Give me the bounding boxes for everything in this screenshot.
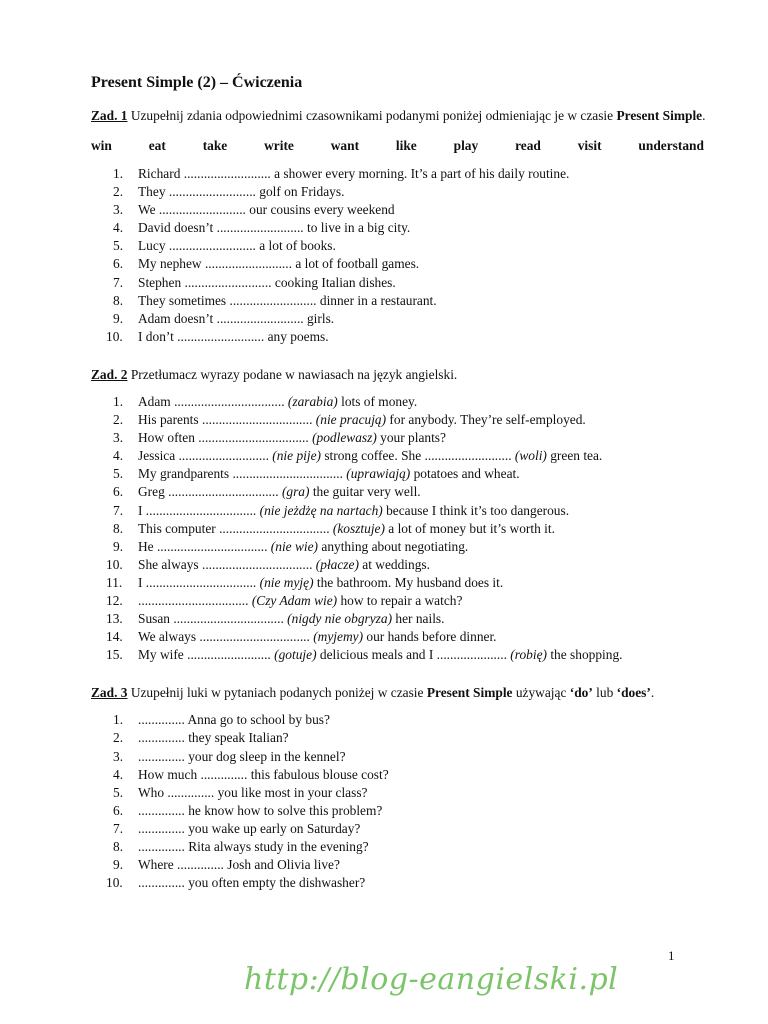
item-number: 3. [113,202,124,218]
item-text: .............. Rita always study in the evening? [138,839,369,854]
item-number: 1. [113,393,124,409]
polish-hint: (gra) [281,484,310,500]
item-number: 8. [113,520,124,536]
item-text: the shopping. [546,647,623,663]
list-item [91,838,711,856]
item-text: Stephen .......................... cooking Italian dishes. [138,274,396,290]
item-text: your plants? [376,430,446,446]
item-number: 10. [106,556,123,572]
polish-hint: (zarabia) [287,393,338,409]
list-item [91,201,711,219]
item-text: Greg ................................. [138,484,282,500]
item-text: .............. Anna go to school by bus? [138,712,330,728]
item-text: I ................................. [138,502,260,518]
item-number: 9. [113,538,124,554]
item-number: 4. [113,766,124,782]
list-item [91,628,711,646]
exercise-3-end: . [650,685,655,701]
item-text: our hands before dinner. [363,629,497,645]
exercise-2-label: Zad. 2 [91,366,128,382]
item-number: 8. [113,292,124,308]
list-item [91,520,711,538]
polish-hint: (woli) [514,448,547,464]
item-text: green tea. [546,448,603,464]
item-text: She always ................................. [138,556,316,572]
footer-url: http://blog-eangielski.pl [244,962,619,997]
item-text: How much .............. this fabulous blouse cost? [138,766,389,782]
item-number: 7. [113,820,124,836]
exercise-3-does: ‘does’ [616,685,651,701]
item-number: 5. [113,238,124,254]
item-text: We always ................................. [138,629,314,645]
item-number: 1. [113,712,124,728]
item-number: 8. [113,839,124,854]
item-number: 4. [113,448,124,464]
item-text: They .......................... golf on Fridays. [138,184,345,200]
item-number: 9. [113,310,124,326]
item-number: 3. [113,430,124,446]
item-number: 6. [113,802,124,818]
verb: understand [638,138,704,153]
polish-hint: (nie pije) [272,448,321,464]
polish-hint: (nie myję) [259,574,314,590]
list-item [91,556,711,574]
list-item [91,502,711,520]
item-text: lots of money. [337,393,418,409]
verb: eat [148,138,166,153]
polish-hint: (podlewasz) [312,430,377,446]
item-text: We .......................... our cousins every weekend [138,202,395,218]
list-item [91,465,711,483]
list-item [91,447,711,465]
item-text: They sometimes .......................... dinner in a restaurant. [138,292,437,308]
verb: read [515,138,541,153]
item-number: 10. [106,328,123,344]
exercise-2-list [91,393,711,664]
list-item [91,237,711,255]
item-number: 1. [113,166,124,181]
item-number: 7. [113,502,124,518]
list-item [91,766,711,784]
item-text: My grandparents ................................. [138,466,347,482]
exercise-1-list [91,165,711,346]
list-item [91,820,711,838]
item-text: potatoes and wheat. [410,466,520,482]
item-number: 2. [113,730,124,746]
list-item [91,748,711,766]
list-item [91,429,711,447]
item-number: 15. [106,647,123,663]
item-text: Where .............. Josh and Olivia live? [138,857,340,873]
list-item [91,856,711,874]
item-text: Adam ................................. [138,393,288,409]
polish-hint: (nie jeżdżę na nartach) [259,502,383,518]
verb: write [264,138,294,153]
polish-hint: (gotuje) [274,647,317,663]
list-item [91,255,711,273]
polish-hint: (kosztuje) [332,520,385,536]
verb: want [330,138,360,153]
list-item [91,292,711,310]
list-item [91,219,711,237]
list-item [91,784,711,802]
exercise-2-text: Przetłumacz wyrazy podane w nawiasach na język angielski. [127,366,458,382]
verb-bank [91,137,704,155]
item-text: a lot of money but it’s worth it. [384,520,555,536]
polish-hint: (Czy Adam wie) [251,592,338,608]
list-item [91,183,711,201]
item-text: how to repair a watch? [337,592,463,608]
verb: win [91,138,112,153]
list-item [91,165,711,183]
verb: like [395,138,417,153]
item-text: at weddings. [358,556,430,572]
item-number: 11. [106,574,123,590]
item-text: for anybody. They’re self-employed. [386,412,586,428]
list-item [91,274,711,292]
item-text: He ................................. [138,538,271,554]
item-text: My nephew .......................... a lot of football games. [138,256,420,272]
list-item [91,874,711,892]
item-number: 2. [113,184,124,200]
item-text: I don’t .......................... any poems. [138,328,329,344]
item-number: 7. [113,274,124,290]
list-item [91,538,711,556]
item-number: 5. [113,784,124,800]
exercise-3-instructions [91,684,711,702]
exercise-3-list [91,711,711,892]
verb: play [453,138,479,153]
list-item [91,711,711,729]
item-number: 13. [106,611,123,627]
item-number: 3. [113,748,124,764]
polish-hint: (płacze) [315,556,359,572]
list-item [91,574,711,592]
item-text: How often ................................. [138,430,313,446]
list-item [91,802,711,820]
exercise-1-bold: Present Simple [616,108,703,123]
item-text: .............. your dog sleep in the kennel? [138,748,346,764]
polish-hint: (nie wie) [270,538,319,554]
item-text: Adam doesn’t .......................... girls. [138,310,335,326]
exercise-3-do: ‘do’ [569,685,593,701]
item-text: anything about negotiating. [318,538,469,554]
page-title: Present Simple (2) – Ćwiczenia [91,74,303,91]
exercise-3-label: Zad. 3 [91,685,128,701]
exercise-2 [91,366,711,664]
verb: take [202,138,228,153]
page-number: 1 [668,948,675,963]
item-text: strong coffee. She .......................... [321,448,515,464]
exercise-3-text: Uzupełnij luki w pytaniach podanych poniżej w czasie [127,685,427,701]
item-text: Who .............. you like most in your class? [138,784,368,800]
item-number: 10. [106,875,123,891]
item-text: because I think it’s too dangerous. [382,502,570,518]
list-item [91,310,711,328]
item-number: 12. [106,592,123,608]
item-number: 4. [113,220,124,236]
item-text: I ................................. [138,574,260,590]
list-item [91,393,711,411]
item-text: Lucy .......................... a lot of books. [138,238,336,254]
exercise-3-text: używając [512,685,570,701]
item-text: Richard .......................... a shower every morning. It’s a part of his daily routine. [138,166,570,181]
item-text: This computer ................................. [138,520,333,536]
list-item [91,610,711,628]
item-text: Jessica ........................... [138,448,273,464]
exercise-1-end: . [702,108,706,123]
exercise-3-bold: Present Simple [426,685,513,701]
polish-hint: (uprawiają) [346,466,411,482]
item-text: .............. you often empty the dishwasher? [138,875,366,891]
item-text: His parents ................................. [138,412,316,428]
item-number: 9. [113,857,124,873]
worksheet [91,72,711,892]
exercise-2-instructions [91,366,711,384]
polish-hint: (nie pracują) [315,412,387,428]
verb: visit [577,138,602,153]
exercise-1-label: Zad. 1 [91,108,128,123]
exercise-3-text: lub [592,685,617,701]
list-item [91,646,711,664]
item-text: .............. you wake up early on Saturday? [138,820,361,836]
item-text: Susan ................................. [138,611,288,627]
exercise-1-text: Uzupełnij zdania odpowiednimi czasownikami podanymi poniżej odmieniając je w czasie [127,108,617,123]
item-text: delicious meals and I ..................... [316,647,511,663]
item-text: ................................. [138,592,252,608]
exercise-1 [91,107,711,346]
item-number: 6. [113,256,124,272]
list-item [91,411,711,429]
item-text: My wife ......................... [138,647,275,663]
item-text: the guitar very well. [309,484,421,500]
exercise-3 [91,684,711,892]
list-item [91,328,711,346]
item-text: David doesn’t .......................... to live in a big city. [138,220,411,236]
item-number: 5. [113,466,124,482]
item-text: the bathroom. My husband does it. [313,574,504,590]
item-number: 6. [113,484,124,500]
item-number: 2. [113,412,124,428]
item-text: .............. he know how to solve this problem? [138,802,383,818]
list-item [91,729,711,747]
list-item [91,483,711,501]
polish-hint: (robię) [510,647,547,663]
item-text: .............. they speak Italian? [138,730,289,746]
item-text: her nails. [392,611,445,627]
exercise-1-instructions [91,107,711,125]
polish-hint: (myjemy) [313,629,364,645]
list-item [91,592,711,610]
polish-hint: (nigdy nie obgryza) [287,611,393,627]
item-number: 14. [106,629,123,645]
